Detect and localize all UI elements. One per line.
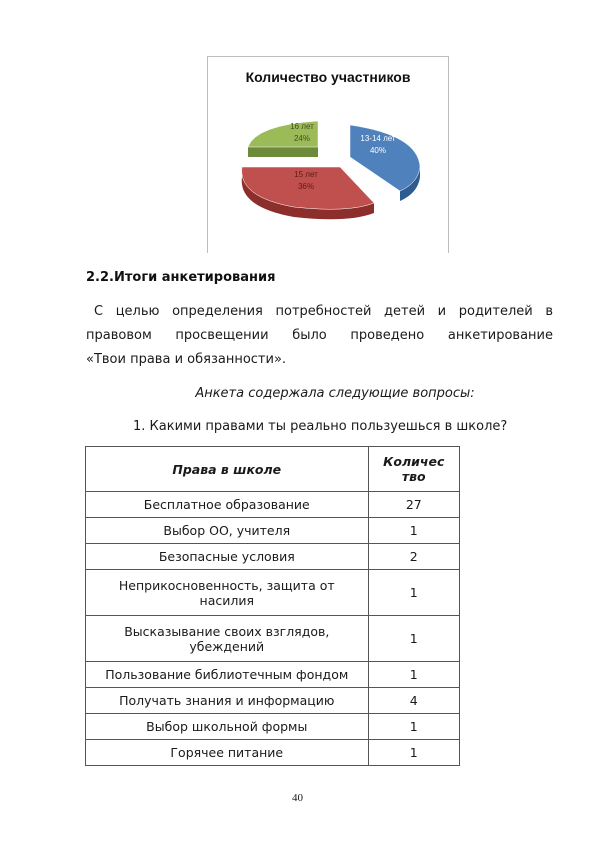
header-count: Количес тво [368,447,459,492]
rights-table [85,446,460,766]
header-rights: Права в школе [86,447,369,492]
table-row: Высказывание своих взглядов, убеждений 1 [86,616,460,662]
label-13-14: 13-14 лет [360,134,396,143]
para-line-2: правовом просвещении было проведено анкетирование [86,328,553,343]
table-row: Неприкосновенность, защита от насилия 1 [86,570,460,616]
table-header-row [86,447,460,492]
table-row: Бесплатное образование 27 [86,492,460,518]
label-15: 15 лет [294,170,318,179]
pct-13-14: 40% [369,146,387,155]
table-row: Выбор школьной формы 1 [86,714,460,740]
chart-title: Количество участников [245,69,411,85]
table-row: Безопасные условия 2 [86,544,460,570]
intro-paragraph [86,300,553,372]
label-16: 16 лет [290,122,314,131]
survey-question: 1. Какими правами ты реально пользуешься в школе? [133,419,508,434]
table-row: Выбор ОО, учителя 1 [86,518,460,544]
pie-chart-svg [208,57,448,253]
table-row: Пользование библиотечным фондом 1 [86,662,460,688]
para-line-1: С целью определения потребностей детей и родителей в [94,304,553,319]
survey-subtitle: Анкета содержала следующие вопросы: [195,386,475,401]
table-row: Горячее питание 1 [86,740,460,766]
page-number: 40 [292,792,303,804]
table-row: Получать знания и информацию 4 [86,688,460,714]
pie-chart [207,56,449,253]
pct-15: 36% [297,182,315,191]
para-line-3: «Твои права и обязанности». [86,352,287,367]
pct-16: 24% [293,134,311,143]
pie-slice-16-side [248,147,318,157]
section-heading: 2.2.Итоги анкетирования [86,270,276,285]
